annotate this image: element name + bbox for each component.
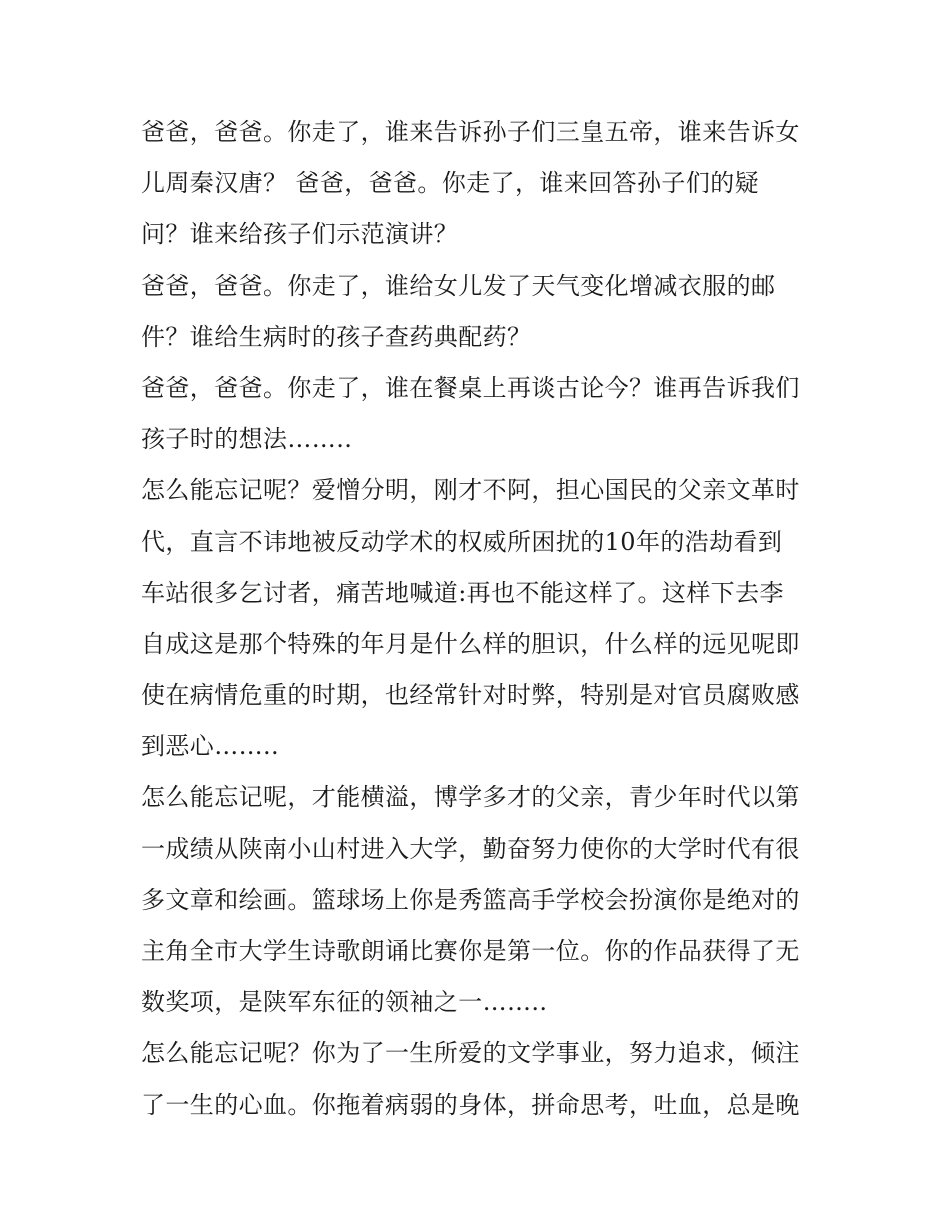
text-line: 自成这是那个特殊的年月是什么样的胆识，什么样的远见呢即 — [141, 629, 800, 658]
text-line: 到恶心…….. — [141, 732, 280, 761]
text-line: 了一生的心血。你拖着病弱的身体，拼命思考，吐血，总是晚 — [141, 1090, 800, 1119]
text-line: 主角全市大学生诗歌朗诵比赛你是第一位。你的作品获得了无 — [141, 937, 800, 965]
text-line: 怎么能忘记呢？爱憎分明，刚才不阿，担心国民的父亲文革时 — [141, 476, 800, 505]
document-body — [141, 107, 813, 1131]
text-line: 爸爸，爸爸。你走了，谁在餐桌上再谈古论今？谁再告诉我们 — [141, 373, 800, 402]
text-line: 使在病情危重的时期，也经常针对时弊，特别是对官员腐败感 — [141, 681, 800, 710]
text-line: 怎么能忘记呢，才能横溢，博学多才的父亲，青少年时代以第 — [141, 783, 800, 812]
text-line: 爸爸，爸爸。你走了，谁给女儿发了天气变化增减衣服的邮 — [141, 271, 776, 300]
text-line: 数奖项，是陕军东征的领袖之一…….. — [141, 988, 548, 1017]
text-line: 怎么能忘记呢？你为了一生所爱的文学事业，努力追求，倾注 — [141, 1039, 800, 1068]
text-line: 孩子时的想法…….. — [141, 425, 353, 454]
text-line: 儿周秦汉唐？ 爸爸，爸爸。你走了，谁来回答孙子们的疑 — [141, 169, 760, 198]
text-line: 爸爸，爸爸。你走了，谁来告诉孙子们三皇五帝，谁来告诉女 — [141, 118, 800, 146]
text-line: 问？谁来给孩子们示范演讲？ — [141, 220, 459, 249]
text-line: 代，直言不讳地被反动学术的权威所困扰的10年的浩劫看到 — [141, 527, 783, 556]
text-line: 件？谁给生病时的孩子查药典配药？ — [141, 322, 532, 351]
text-line: 一成绩从陕南小山村进入大学，勤奋努力使你的大学时代有很 — [141, 834, 800, 863]
text-line: 车站很多乞讨者，痛苦地喊道:再也不能这样了。这样下去李 — [141, 578, 784, 607]
text-line: 多文章和绘画。篮球场上你是秀篮高手学校会扮演你是绝对的 — [141, 885, 800, 914]
